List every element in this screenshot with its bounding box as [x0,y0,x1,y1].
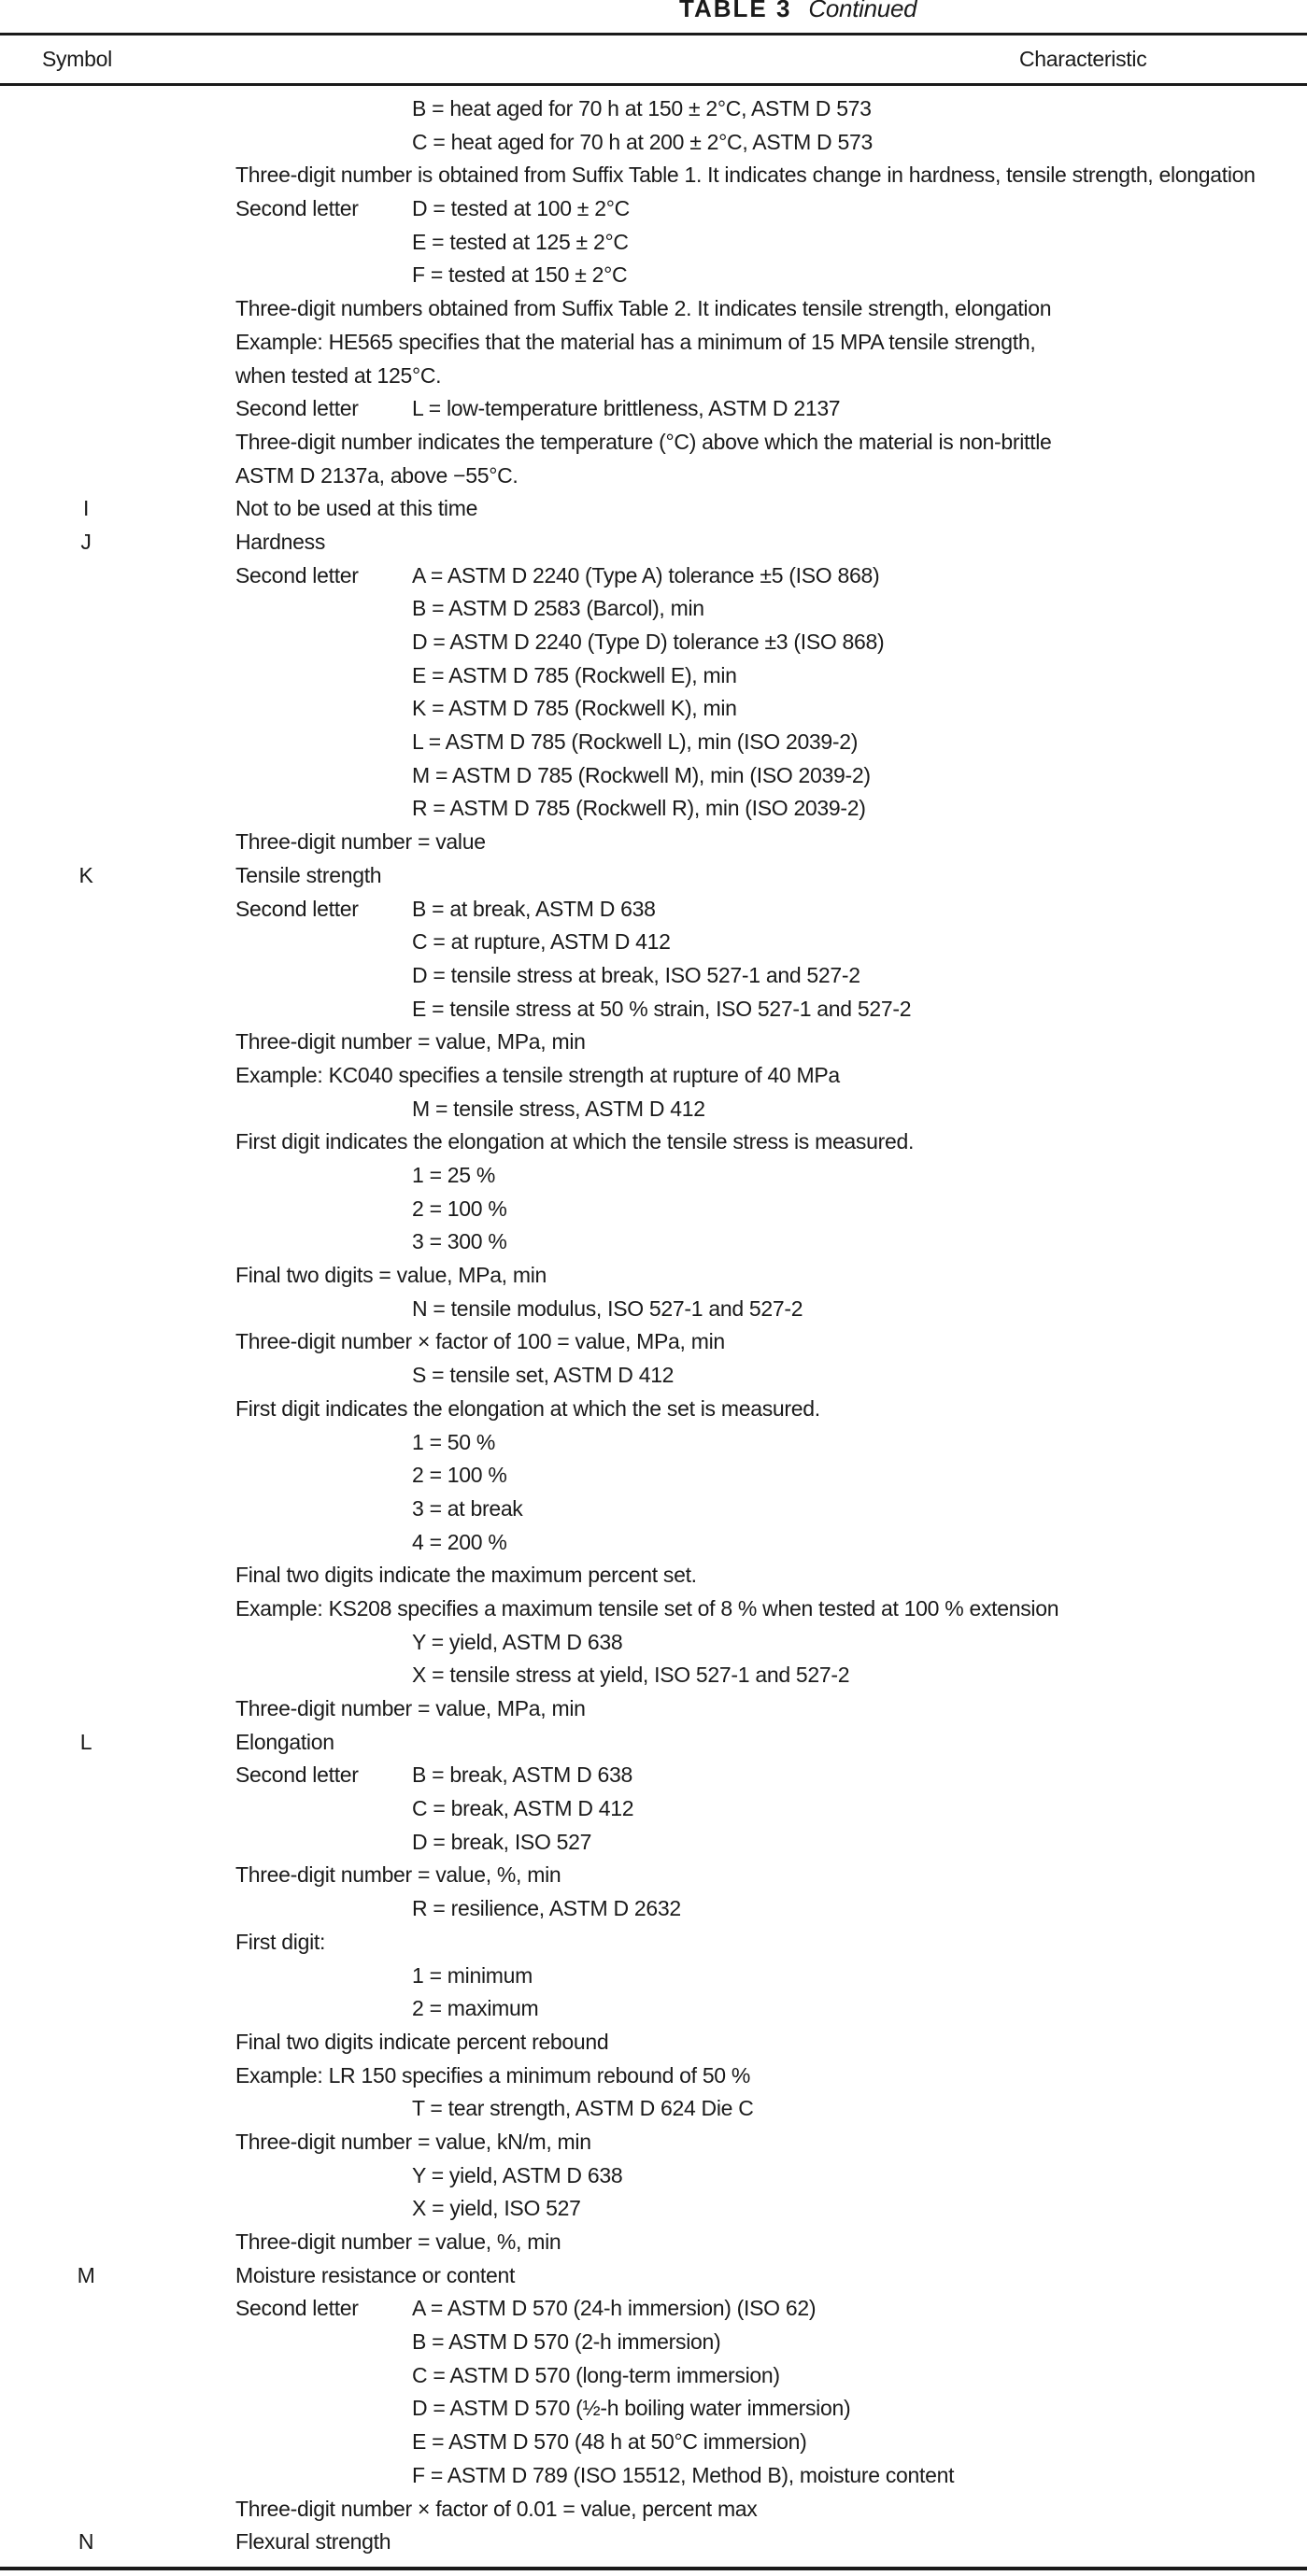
row-text: Three-digit number × factor of 100 = value, MPa, min [235,1329,725,1354]
row-text: Moisture resistance or content [235,2262,516,2287]
table-row [0,1259,1307,1293]
table-row [0,1859,1307,1892]
table-row [0,1559,1307,1592]
table-row [0,1826,1307,1860]
row-text: Second letter [235,562,359,587]
table-row [0,226,1307,260]
table-row [0,1293,1307,1326]
row-subitem: 2 = 100 % [412,1463,507,1488]
row-text: ASTM D 2137a, above −55°C. [235,462,519,488]
table-row [0,1093,1307,1126]
table-row [0,1792,1307,1826]
table-row [0,1225,1307,1259]
row-subitem: 4 = 200 % [412,1529,507,1554]
row-subitem: E = ASTM D 785 (Rockwell E), min [412,662,737,687]
row-subitem: L = low-temperature brittleness, ASTM D 2137 [412,396,841,421]
row-subitem: E = tested at 125 ± 2°C [412,229,629,254]
table-row [0,1659,1307,1692]
row-text: when tested at 125°C. [235,362,442,388]
row-subitem: C = break, ASTM D 412 [412,1796,634,1821]
table-row [0,2493,1307,2526]
table-number: TABLE 3 [679,0,792,22]
row-text: Hardness [235,529,326,554]
table-row [0,859,1307,893]
table-row [0,1726,1307,1760]
row-subitem: 3 = at break [412,1495,523,1521]
table-row [0,1059,1307,1093]
table-row [0,1626,1307,1660]
table-row [0,1892,1307,1926]
table-row [0,2226,1307,2259]
row-subitem: N = tensile modulus, ISO 527-1 and 527-2 [412,1295,803,1321]
table-row [0,2526,1307,2559]
row-text: Flexural strength [235,2529,391,2555]
row-subitem: 3 = 300 % [412,1229,507,1254]
table-row [0,1960,1307,1993]
table-row [0,192,1307,226]
row-subitem: S = tensile set, ASTM D 412 [412,1363,675,1388]
table-row [0,1359,1307,1393]
table-row [0,926,1307,959]
table-row [0,360,1307,393]
row-text: Three-digit number = value, %, min [235,2229,561,2254]
row-subitem: A = ASTM D 2240 (Type A) tolerance ±5 (ISO 868) [412,562,880,587]
row-symbol: J [80,529,92,554]
table-row [0,1926,1307,1960]
bottom-rule [0,2567,1307,2570]
table-title [679,0,916,24]
table-row [0,1193,1307,1226]
row-symbol: M [77,2262,95,2287]
row-text: Example: KC040 specifies a tensile strength at rupture of 40 MPa [235,1062,840,1087]
table-row [0,259,1307,292]
table-row [0,2159,1307,2193]
table-row [0,492,1307,526]
table-row [0,1526,1307,1560]
table-row [0,526,1307,559]
row-text: Second letter [235,1762,359,1788]
row-subitem: Y = yield, ASTM D 638 [412,1629,623,1654]
table-row [0,92,1307,126]
row-subitem: B = heat aged for 70 h at 150 ± 2°C, ASTM D 573 [412,96,872,120]
table-body [0,92,1307,2559]
table-row [0,1159,1307,1193]
table-row [0,993,1307,1026]
row-text: First digit indicates the elongation at which the set is measured. [235,1395,820,1421]
row-subitem: X = tensile stress at yield, ISO 527-1 and 527-2 [412,1663,850,1688]
row-text: Three-digit numbers obtained from Suffix Table 2. It indicates tensile strength, elongation [235,296,1052,321]
row-subitem: R = resilience, ASTM D 2632 [412,1896,681,1921]
table-row [0,792,1307,826]
row-subitem: Y = yield, ASTM D 638 [412,2162,623,2187]
table-row [0,2126,1307,2159]
row-subitem: X = yield, ISO 527 [412,2196,581,2221]
row-subitem: A = ASTM D 570 (24-h immersion) (ISO 62) [412,2296,817,2321]
row-subitem: L = ASTM D 785 (Rockwell L), min (ISO 2039-2) [412,729,859,755]
table-row [0,1125,1307,1159]
row-text: Three-digit number = value, MPa, min [235,1029,586,1054]
table-row [0,126,1307,160]
row-text: Example: HE565 specifies that the material has a minimum of 15 MPA tensile strength, [235,329,1036,354]
row-text: Elongation [235,1729,334,1754]
table-row [0,159,1307,192]
table-row [0,2359,1307,2393]
row-text: Example: KS208 specifies a maximum tensile set of 8 % when tested at 100 % extension [235,1595,1059,1621]
row-subitem: D = tensile stress at break, ISO 527-1 and 527-2 [412,962,860,987]
row-symbol: K [78,862,93,887]
table-row [0,2326,1307,2359]
table-row [0,959,1307,993]
row-subitem: D = break, ISO 527 [412,1829,592,1854]
table-row [0,726,1307,759]
table-row [0,2192,1307,2226]
top-rule [0,33,1307,35]
row-subitem: 1 = 50 % [412,1429,496,1454]
row-subitem: B = ASTM D 570 (2-h immersion) [412,2329,721,2355]
table-row [0,2426,1307,2459]
table-row [0,292,1307,326]
row-subitem: E = ASTM D 570 (48 h at 50°C immersion) [412,2429,807,2455]
row-subitem: F = ASTM D 789 (ISO 15512, Method B), moisture content [412,2462,955,2487]
row-subitem: C = heat aged for 70 h at 200 ± 2°C, ASTM D 573 [412,129,873,154]
table-row [0,2026,1307,2059]
table-row [0,2292,1307,2326]
row-subitem: D = ASTM D 570 (½-h boiling water immersion) [412,2396,851,2421]
row-text: First digit indicates the elongation at which the tensile stress is measured. [235,1129,915,1154]
row-text: Second letter [235,2296,359,2321]
row-text: Tensile strength [235,862,382,887]
row-subitem: T = tear strength, ASTM D 624 Die C [412,2096,754,2121]
table-continued: Continued [808,0,917,22]
table-row [0,692,1307,726]
table-row [0,326,1307,360]
table-row [0,826,1307,859]
row-text: Three-digit number = value [235,829,486,855]
row-subitem: 1 = 25 % [412,1163,496,1187]
table-row [0,2259,1307,2293]
row-subitem: D = tested at 100 ± 2°C [412,196,630,221]
row-subitem: D = ASTM D 2240 (Type D) tolerance ±3 (ISO 868) [412,630,885,654]
table-row [0,392,1307,426]
table-row [0,1759,1307,1792]
row-subitem: 2 = 100 % [412,1196,507,1221]
table-row [0,1459,1307,1493]
row-subitem: B = at break, ASTM D 638 [412,896,656,921]
table-row [0,1592,1307,1626]
table-row [0,1493,1307,1526]
header-characteristic: Characteristic [1019,47,1147,71]
table-row [0,2392,1307,2426]
table-row [0,1325,1307,1359]
row-subitem: 2 = maximum [412,1996,539,2021]
row-subitem: C = ASTM D 570 (long-term immersion) [412,2362,780,2387]
row-text: Second letter [235,196,359,221]
row-text: Not to be used at this time [235,496,478,521]
row-text: Final two digits indicate the maximum percent set. [235,1563,697,1588]
row-text: Final two digits = value, MPa, min [235,1263,547,1288]
table-row [0,1393,1307,1426]
row-subitem: M = ASTM D 785 (Rockwell M), min (ISO 2039-2) [412,762,871,787]
table-row [0,626,1307,659]
row-text: Example: LR 150 specifies a minimum rebound of 50 % [235,2062,751,2088]
table-row [0,2092,1307,2126]
row-subitem: B = ASTM D 2583 (Barcol), min [412,596,704,621]
row-text: Second letter [235,396,359,421]
header-symbol: Symbol [42,47,112,71]
table-row [0,893,1307,927]
row-text: Three-digit number indicates the temperature (°C) above which the material is non-brittle [235,429,1052,454]
table-row [0,2059,1307,2093]
row-subitem: 1 = minimum [412,1962,533,1988]
table-row [0,2459,1307,2493]
row-subitem: M = tensile stress, ASTM D 412 [412,1096,705,1121]
table-row [0,1426,1307,1460]
row-symbol: L [79,1729,92,1754]
row-text: Three-digit number = value, kN/m, min [235,2129,591,2154]
row-subitem: C = at rupture, ASTM D 412 [412,929,671,955]
row-subitem: F = tested at 150 ± 2°C [412,262,628,288]
row-subitem: B = break, ASTM D 638 [412,1762,632,1788]
row-text: Three-digit number = value, %, min [235,1862,561,1888]
row-symbol: N [78,2529,94,2555]
table-row [0,1692,1307,1726]
table-row [0,659,1307,693]
table-row [0,426,1307,460]
row-text: Final two digits indicate percent rebound [235,2029,609,2054]
row-subitem: E = tensile stress at 50 % strain, ISO 527-1 and 527-2 [412,996,912,1021]
row-text: Three-digit number × factor of 0.01 = value, percent max [235,2496,758,2521]
table-row [0,460,1307,493]
table-row [0,1992,1307,2026]
row-symbol: I [82,496,90,521]
row-text: Three-digit number = value, MPa, min [235,1696,586,1720]
table-row [0,759,1307,793]
table-row [0,1026,1307,1059]
row-subitem: K = ASTM D 785 (Rockwell K), min [412,696,737,721]
row-text: First digit: [235,1929,326,1954]
table-row [0,559,1307,593]
row-subitem: R = ASTM D 785 (Rockwell R), min (ISO 2039-2) [412,796,866,821]
table-row [0,592,1307,626]
header-rule [0,83,1307,86]
row-text: Second letter [235,896,359,921]
row-text: Three-digit number is obtained from Suffix Table 1. It indicates change in hardness, tensile strength, elongation [235,163,1256,188]
